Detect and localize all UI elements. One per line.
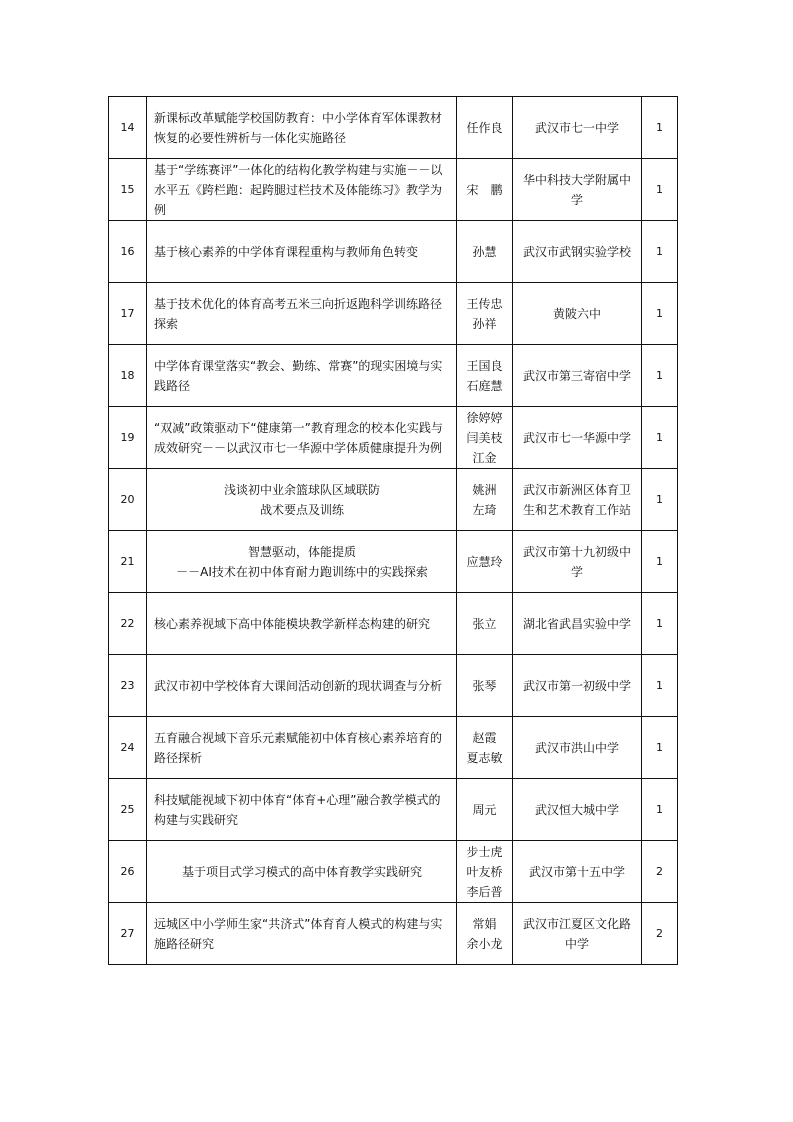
table-row: [109, 221, 678, 283]
table-row: [109, 593, 678, 655]
paper-title: 基于核心素养的中学体育课程重构与教师角色转变: [147, 221, 457, 283]
prize-level: 1: [642, 221, 678, 283]
paper-title: 科技赋能视域下初中体育“体育+心理”融合教学模式的构建与实践研究: [147, 779, 457, 841]
paper-title: 基于技术优化的体育高考五米三向折返跑科学训练路径探索: [147, 283, 457, 345]
school-name: 武汉市七一中学: [513, 97, 642, 159]
table-row: [109, 841, 678, 903]
school-name: 湖北省武昌实验中学: [513, 593, 642, 655]
author-names: 姚洲 左琦: [457, 469, 513, 531]
author-names: 步士虎 叶友桥 李后普: [457, 841, 513, 903]
prize-level: 1: [642, 97, 678, 159]
paper-title: 武汉市初中学校体育大课间活动创新的现状调查与分析: [147, 655, 457, 717]
prize-level: 1: [642, 407, 678, 469]
row-number: 26: [109, 841, 147, 903]
paper-title: 智慧驱动，体能提质 －－AI技术在初中体育耐力跑训练中的实践探索: [147, 531, 457, 593]
paper-title: 五育融合视域下音乐元素赋能初中体育核心素养培育的路径探析: [147, 717, 457, 779]
school-name: 武汉市第十九初级中学: [513, 531, 642, 593]
school-name: 武汉市江夏区文化路中学: [513, 903, 642, 965]
table-row: [109, 903, 678, 965]
table-row: [109, 531, 678, 593]
author-names: 张琴: [457, 655, 513, 717]
table-row: [109, 407, 678, 469]
school-name: 武汉市七一华源中学: [513, 407, 642, 469]
paper-title: 中学体育课堂落实“教会、勤练、常赛”的现实困境与实践路径: [147, 345, 457, 407]
school-name: 华中科技大学附属中学: [513, 159, 642, 221]
prize-level: 2: [642, 841, 678, 903]
school-name: 武汉市第十五中学: [513, 841, 642, 903]
prize-level: 1: [642, 469, 678, 531]
row-number: 21: [109, 531, 147, 593]
school-name: 武汉市第一初级中学: [513, 655, 642, 717]
school-name: 武汉市洪山中学: [513, 717, 642, 779]
author-names: 周元: [457, 779, 513, 841]
paper-title: 新课标改革赋能学校国防教育：中小学体育军体课教材恢复的必要性辨析与一体化实施路径: [147, 97, 457, 159]
school-name: 武汉恒大城中学: [513, 779, 642, 841]
paper-title: “双减”政策驱动下“健康第一”教育理念的校本化实践与成效研究－－以武汉市七一华源中学体质健康提升为例: [147, 407, 457, 469]
author-names: 王国良 石庭慧: [457, 345, 513, 407]
school-name: 武汉市武钢实验学校: [513, 221, 642, 283]
paper-title: 基于“学练赛评”一体化的结构化教学构建与实施－－以水平五《跨栏跑：起跨腿过栏技术及体能练习》教学为例: [147, 159, 457, 221]
table-row: [109, 345, 678, 407]
prize-level: 1: [642, 531, 678, 593]
award-table: [108, 96, 678, 965]
row-number: 24: [109, 717, 147, 779]
table-row: [109, 97, 678, 159]
author-names: 常娟 余小龙: [457, 903, 513, 965]
school-name: 武汉市第三寄宿中学: [513, 345, 642, 407]
author-names: 张立: [457, 593, 513, 655]
row-number: 18: [109, 345, 147, 407]
table-row: [109, 655, 678, 717]
row-number: 22: [109, 593, 147, 655]
row-number: 14: [109, 97, 147, 159]
row-number: 25: [109, 779, 147, 841]
prize-level: 2: [642, 903, 678, 965]
prize-level: 1: [642, 779, 678, 841]
school-name: 黄陂六中: [513, 283, 642, 345]
prize-level: 1: [642, 655, 678, 717]
prize-level: 1: [642, 593, 678, 655]
row-number: 19: [109, 407, 147, 469]
row-number: 16: [109, 221, 147, 283]
prize-level: 1: [642, 283, 678, 345]
author-names: 任作良: [457, 97, 513, 159]
paper-title: 浅谈初中业余篮球队区域联防 战术要点及训练: [147, 469, 457, 531]
row-number: 17: [109, 283, 147, 345]
prize-level: 1: [642, 345, 678, 407]
paper-title: 核心素养视域下高中体能模块教学新样态构建的研究: [147, 593, 457, 655]
prize-level: 1: [642, 717, 678, 779]
author-names: 应慧玲: [457, 531, 513, 593]
table-row: [109, 283, 678, 345]
author-names: 王传忠 孙祥: [457, 283, 513, 345]
table-row: [109, 469, 678, 531]
table-row: [109, 779, 678, 841]
author-names: 徐婷婷 闫美枝 江金: [457, 407, 513, 469]
paper-title: 基于项目式学习模式的高中体育教学实践研究: [147, 841, 457, 903]
row-number: 15: [109, 159, 147, 221]
paper-title: 远城区中小学师生家“共济式”体育育人模式的构建与实施路径研究: [147, 903, 457, 965]
author-names: 赵霞 夏志敏: [457, 717, 513, 779]
row-number: 20: [109, 469, 147, 531]
school-name: 武汉市新洲区体育卫生和艺术教育工作站: [513, 469, 642, 531]
row-number: 27: [109, 903, 147, 965]
row-number: 23: [109, 655, 147, 717]
table-row: [109, 159, 678, 221]
author-names: 宋 鹏: [457, 159, 513, 221]
author-names: 孙慧: [457, 221, 513, 283]
table-row: [109, 717, 678, 779]
prize-level: 1: [642, 159, 678, 221]
